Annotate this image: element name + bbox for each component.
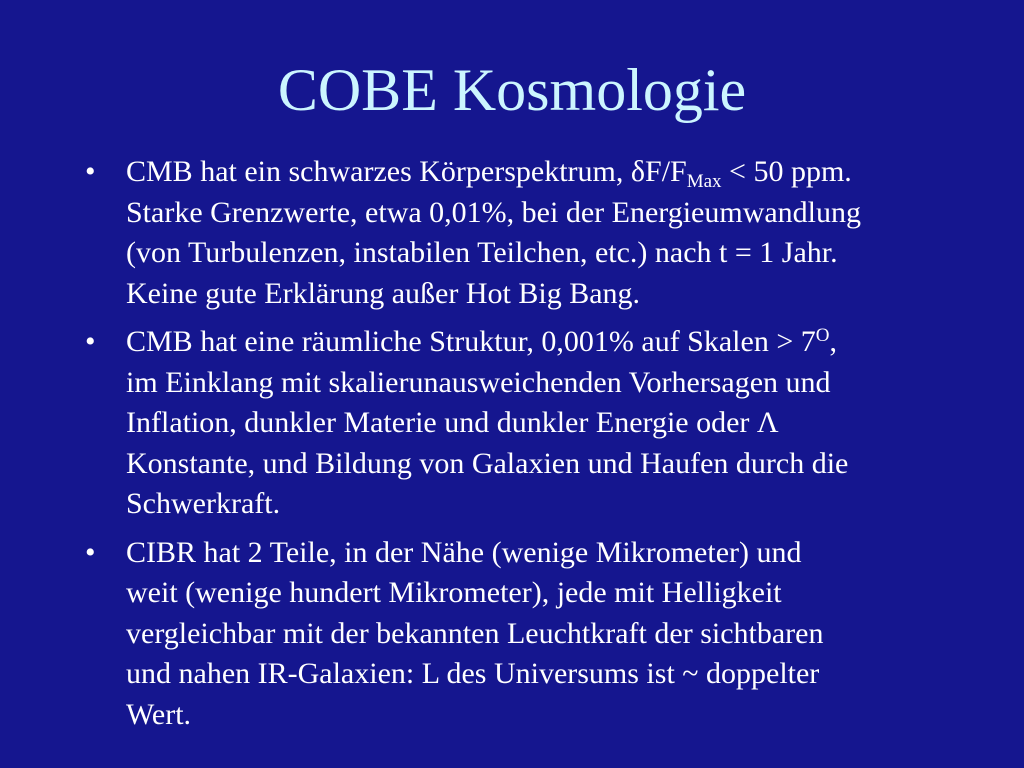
bullet-item-cmb-structure [0, 322, 976, 525]
bullet-line [126, 152, 976, 193]
bullet-icon: • [85, 325, 96, 358]
bullet-line: Wert. [126, 697, 192, 731]
bullet-icon: • [85, 535, 96, 569]
bullet-line: (von Turbulenzen, instabilen Teilchen, etc.) nach t = 1 Jahr. [126, 236, 838, 269]
bullet-line: Inflation, dunkler Materie und dunkler Energie oder Λ [126, 406, 779, 439]
bullet-line-text: CMB hat eine räumliche Struktur, 0,001% auf Skalen > 7 [126, 325, 816, 358]
bullet-line: und nahen IR-Galaxien: L des Universums ist ~ doppelter [126, 657, 820, 690]
bullet-line: Schwerkraft. [126, 487, 281, 520]
bullet-line: CIBR hat 2 Teile, in der Nähe (wenige Mikrometer) und [126, 535, 802, 569]
bullet-line [126, 322, 976, 363]
bullet-list [0, 152, 1024, 743]
bullet-text [126, 322, 976, 525]
bullet-line: weit (wenige hundert Mikrometer), jede mit Helligkeit [126, 576, 782, 609]
slide-title: COBE Kosmologie [277, 57, 747, 123]
bullet-line: Starke Grenzwerte, etwa 0,01%, bei der Energieumwandlung [126, 195, 862, 229]
bullet-line: Keine gute Erklärung außer Hot Big Bang. [126, 276, 641, 310]
bullet-line-text: , [829, 325, 837, 358]
max-subscript: Max [686, 171, 722, 192]
bullet-item-cibr [0, 533, 976, 736]
bullet-line: im Einklang mit skalierunausweichenden Vorhersagen und [126, 365, 831, 399]
bullet-line-text: CMB hat ein schwarzes Körperspektrum, δF/F [126, 155, 687, 188]
bullet-line: vergleichbar mit der bekannten Leuchtkraft der sichtbaren [126, 616, 824, 650]
bullet-icon: • [85, 155, 96, 188]
bullet-text [126, 152, 976, 314]
bullet-text [126, 533, 976, 736]
bullet-line-text: < 50 ppm. [721, 155, 852, 188]
bullet-line: Konstante, und Bildung von Galaxien und Haufen durch die [126, 446, 849, 480]
degree-superscript: O [815, 325, 830, 346]
bullet-item-cmb-spectrum [0, 152, 976, 314]
